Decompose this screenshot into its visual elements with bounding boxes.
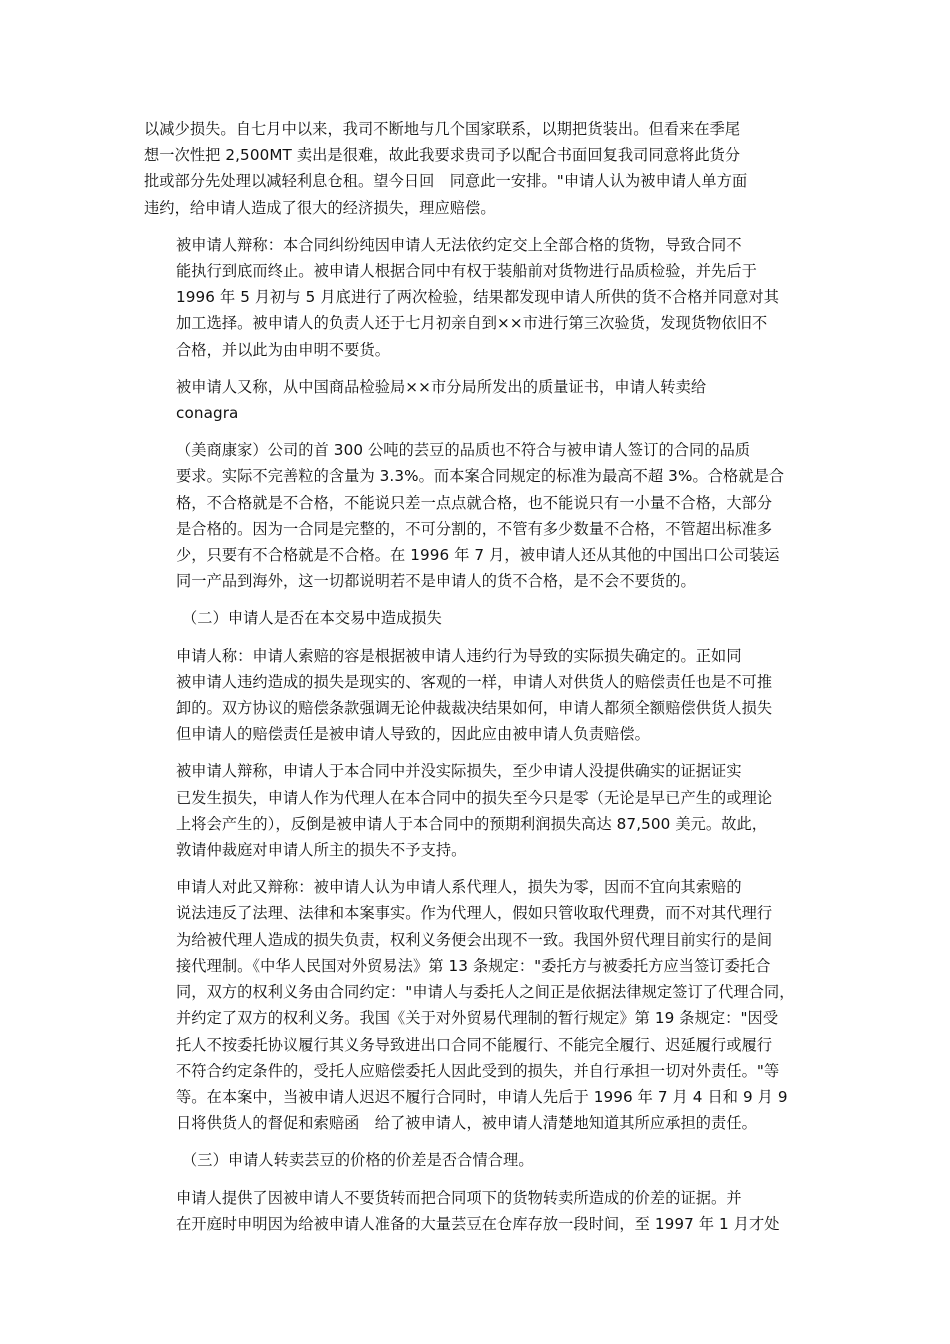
text-line: 1996 年 5 月初与 5 月底进行了两次检验，结果都发现申请人所供的货不合格并同意对其 [176,288,779,307]
text-line: 但申请人的赔偿责任是被申请人导致的，因此应由被申请人负责赔偿。 [176,725,650,744]
paragraph [144,874,808,1136]
text-line: 不符合约定条件的，受托人应赔偿委托人因此受到的损失，并自行承担一切对外责任。"等 [176,1061,780,1080]
section-heading [144,1147,808,1173]
text-line: 批或部分先处理以减轻利息仓租。望今日回 同意此一安排。"申请人认为被申请人单方面 [144,172,748,191]
text-line: 申请人提供了因被申请人不要货转而把合同项下的货物转卖所造成的价差的证据。并 [176,1188,742,1207]
text-line: 被申请人辩称，申请人于本合同中并没实际损失，至少申请人没提供确实的证据证实 [176,762,742,781]
text-line: （三）申请人转卖芸豆的价格的价差是否合情合理。 [182,1151,534,1170]
text-line: 并约定了双方的权利义务。我国《关于对外贸易代理制的暂行规定》第 19 条规定："因受 [176,1009,779,1028]
paragraph [144,1185,808,1237]
text-line: 在开庭时申明因为给被申请人准备的大量芸豆在仓库存放一段时间，至 1997 年 1 月才处 [176,1214,780,1233]
paragraph [144,437,808,594]
text-line: 为给被代理人造成的损失负责，权利义务便会出现不一致。我国外贸代理目前实行的是间 [176,930,773,949]
text-line: 能执行到底而终止。被申请人根据合同中有权于装船前对货物进行品质检验，并先后于 [176,262,757,281]
text-line: 上将会产生的），反倒是被申请人于本合同中的预期利润损失高达 87,500 美元。故此， [176,814,768,833]
text-line: 托人不按委托协议履行其义务导致进出口合同不能履行、不能完全履行、迟延履行或履行 [176,1035,773,1054]
text-line: （美商康家）公司的首 300 公吨的芸豆的品质也不符合与被申请人签订的合同的品质 [176,441,751,460]
text-line: 是合格的。因为一合同是完整的，不可分割的，不管有多少数量不合格，不管超出标准多 [176,519,773,538]
text-line: 合格，并以此为由申明不要货。 [176,340,391,359]
paragraph [144,643,808,748]
text-line: 敦请仲裁庭对申请人所主的损失不予支持。 [176,841,467,860]
text-line: 等。在本案中，当被申请人迟迟不履行合同时，申请人先后于 1996 年 7 月 4 日和 9 月 9 [176,1087,788,1106]
paragraph [144,116,808,221]
text-line: 以减少损失。自七月中以来，我司不断地与几个国家联系，以期把货装出。但看来在季尾 [144,120,741,138]
text-line: conagra [176,404,239,423]
text-line: 想一次性把 2,500MT 卖出是很难，故此我要求贵司予以配合书面回复我司同意将此货分 [144,146,741,165]
text-line: 说法违反了法理、法律和本案事实。作为代理人，假如只管收取代理费，而不对其代理行 [176,904,773,923]
paragraph [144,232,808,363]
paragraph [144,374,808,426]
text-line: 申请人称：申请人索赔的容是根据被申请人违约行为导致的实际损失确定的。正如同 [176,646,742,665]
text-line: 被申请人辩称：本合同纠纷纯因申请人无法依约定交上全部合格的货物，导致合同不 [176,235,742,254]
text-line: 格，不合格就是不合格，不能说只差一点点就合格，也不能说只有一小量不合格，大部分 [176,493,773,512]
text-line: 日将供货人的督促和索赔函 给了被申请人，被申请人清楚地知道其所应承担的责任。 [176,1114,757,1133]
text-line: 同，双方的权利义务由合同约定："申请人与委托人之间正是依据法律规定签订了代理合同， [176,983,795,1002]
text-line: 被申请人违约造成的损失是现实的、客观的一样，申请人对供货人的赔偿责任也是不可推 [176,672,773,691]
text-line: 被申请人又称，从中国商品检验局××市分局所发出的质量证书，申请人转卖给 [176,377,707,396]
text-line: 已发生损失，申请人作为代理人在本合同中的损失至今只是零（无论是早已产生的或理论 [176,788,773,807]
document-page [144,116,808,1248]
text-line: 申请人对此又辩称：被申请人认为申请人系代理人，损失为零，因而不宜向其索赔的 [176,878,742,897]
text-line: 要求。实际不完善粒的含量为 3.3%。而本案合同规定的标准为最高不超 3%。合格就是合 [176,467,785,486]
text-line: 违约，给申请人造成了很大的经济损失，理应赔偿。 [144,198,496,217]
text-line: 加工选择。被申请人的负责人还于七月初亲自到××市进行第三次验货，发现货物依旧不 [176,314,768,333]
paragraph [144,758,808,863]
section-heading [144,605,808,631]
text-line: 同一产品到海外，这一切都说明若不是申请人的货不合格，是不会不要货的。 [176,572,696,591]
text-line: 少，只要有不合格就是不合格。在 1996 年 7 月，被申请人还从其他的中国出口公司装运 [176,546,780,565]
text-line: 接代理制。《中华人民国对外贸易法》第 13 条规定："委托方与被委托方应当签订委托合 [176,956,771,975]
text-line: 卸的。双方协议的赔偿条款强调无论仲裁裁决结果如何，申请人都须全额赔偿供货人损失 [176,699,773,718]
text-line: （二）申请人是否在本交易中造成损失 [182,609,442,628]
